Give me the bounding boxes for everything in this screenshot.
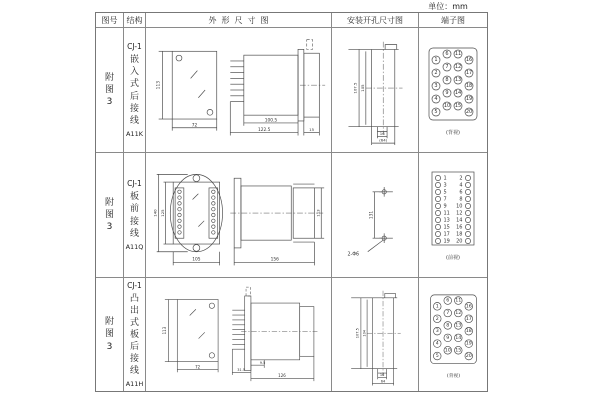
- structure-row2: 板前接线: [129, 192, 139, 239]
- dim-front-outer-height: 140: [152, 209, 158, 217]
- dim-front-height: 113: [156, 81, 162, 90]
- code-row1: A11K: [126, 129, 143, 138]
- svg-text:7: 7: [445, 64, 449, 71]
- svg-text:4: 4: [434, 96, 438, 103]
- structure-row3: 凸出式板后接线: [129, 293, 139, 377]
- dim-hole-spacing: 131: [369, 210, 375, 220]
- dim-side-height: 113: [314, 209, 320, 217]
- svg-text:14: 14: [456, 217, 463, 224]
- cell-row3-terminal: [419, 278, 487, 391]
- svg-text:10: 10: [444, 347, 451, 353]
- front-view: [162, 299, 218, 372]
- header-terminal: 端子图: [419, 13, 487, 28]
- svg-text:19: 19: [465, 96, 473, 103]
- svg-text:5: 5: [443, 189, 447, 196]
- svg-text:12: 12: [456, 210, 463, 217]
- side-view: [232, 287, 317, 381]
- header-mounting: 安装开孔尺寸图: [332, 13, 419, 28]
- outline-drawing-a11h: [156, 280, 321, 390]
- dim-front-inner-height: 125: [159, 209, 165, 217]
- mounting-drawing-a11h: [337, 280, 414, 390]
- svg-text:14: 14: [454, 335, 461, 341]
- svg-text:6: 6: [459, 189, 463, 196]
- svg-text:3: 3: [435, 328, 439, 334]
- terminal-drawing-a11k: [419, 40, 487, 140]
- outline-drawing-a11k: [149, 30, 329, 150]
- side-view: [230, 40, 325, 136]
- svg-text:4: 4: [459, 182, 463, 189]
- svg-text:20: 20: [456, 238, 463, 245]
- structure-row1: 嵌入式后接线: [129, 55, 139, 126]
- dim-hole-span: 64: [380, 378, 385, 383]
- cell-row1-mounting: [332, 28, 419, 153]
- terminal-pins: [433, 296, 472, 359]
- svg-text:6: 6: [445, 51, 449, 58]
- svg-text:19: 19: [465, 341, 472, 347]
- figure-label-row2: 附图3: [104, 197, 114, 233]
- cell-row1-terminal: [419, 28, 487, 153]
- cutout-view: [351, 290, 401, 385]
- header-outline: 外形尺寸图: [146, 13, 332, 28]
- svg-text:17: 17: [465, 316, 472, 322]
- cell-row2-mounting: [332, 153, 419, 278]
- svg-text:7: 7: [445, 310, 449, 316]
- svg-text:10: 10: [443, 103, 451, 110]
- unit-label: 单位：mm: [428, 2, 468, 11]
- code-row2: A11Q: [125, 242, 144, 251]
- label-holes: 2-Φ6: [347, 252, 360, 258]
- dim-notch-width: 16: [379, 130, 385, 136]
- terminal-caption-row3: (背视): [446, 373, 460, 379]
- model-row2: CJ-1: [127, 179, 142, 189]
- svg-text:5: 5: [435, 353, 439, 359]
- svg-text:6: 6: [445, 298, 449, 304]
- cell-row3-outline: [146, 278, 332, 391]
- svg-text:2: 2: [434, 70, 438, 77]
- svg-text:5: 5: [434, 109, 438, 116]
- svg-text:8: 8: [445, 77, 449, 84]
- header-structure: 结构: [124, 13, 146, 28]
- dim-inner-height: 105: [359, 84, 365, 92]
- cell-row3-figure: [96, 278, 124, 391]
- svg-text:10: 10: [456, 203, 463, 210]
- code-row3: A11H: [125, 380, 144, 389]
- svg-text:8: 8: [459, 196, 463, 203]
- model-row1: CJ-1: [127, 42, 142, 52]
- dim-front-width: 105: [191, 257, 201, 263]
- dim-front-height: 113: [161, 326, 167, 334]
- svg-text:16: 16: [465, 57, 473, 64]
- cell-row2-structure: [124, 153, 146, 278]
- svg-text:4: 4: [435, 341, 439, 347]
- hole-layout: [347, 187, 392, 258]
- dim-outer-height: 107.5: [355, 327, 360, 338]
- front-view: [155, 51, 216, 130]
- dim-flange: 15: [308, 127, 314, 133]
- terminal-pins: [432, 50, 473, 116]
- svg-text:12: 12: [454, 310, 461, 316]
- svg-text:9: 9: [443, 203, 447, 210]
- cutout-view: [348, 42, 402, 145]
- svg-text:15: 15: [443, 224, 450, 231]
- figure-label-row1: 附图3: [104, 72, 114, 108]
- svg-text:17: 17: [443, 231, 450, 238]
- front-view: [152, 174, 222, 265]
- side-view: [230, 178, 324, 265]
- dimension-table: [95, 12, 488, 392]
- svg-text:13: 13: [454, 77, 462, 84]
- terminal-caption-row1: (背视): [446, 130, 460, 136]
- dim-side-length: 156: [270, 257, 279, 263]
- svg-text:3: 3: [434, 83, 438, 90]
- svg-text:11: 11: [443, 210, 450, 217]
- svg-text:16: 16: [465, 303, 472, 309]
- svg-text:18: 18: [456, 231, 463, 238]
- svg-text:18: 18: [465, 328, 472, 334]
- svg-text:11: 11: [454, 51, 462, 58]
- dim-body-length: 100.5: [264, 118, 277, 124]
- svg-text:20: 20: [465, 109, 473, 116]
- svg-text:14: 14: [454, 90, 462, 97]
- dim-hole-span: (64): [379, 137, 388, 143]
- svg-text:8: 8: [445, 322, 449, 328]
- cell-row1-outline: [146, 28, 332, 153]
- cell-row1-structure: [124, 28, 146, 153]
- dim-front-width: 72: [195, 363, 201, 369]
- cell-row3-structure: [124, 278, 146, 391]
- terminal-drawing-a11h: [421, 287, 486, 383]
- terminal-pins: [435, 175, 470, 244]
- svg-text:3: 3: [443, 182, 447, 189]
- terminal-drawing-a11q: [419, 165, 487, 265]
- svg-text:9: 9: [445, 335, 449, 341]
- dim-inner-height: 104: [361, 329, 366, 337]
- dim-front-width: 72: [191, 123, 197, 129]
- dim-total-length: 122.5: [257, 128, 270, 134]
- cell-row1-figure: [96, 28, 124, 153]
- svg-text:1: 1: [443, 175, 447, 182]
- outline-drawing-a11q: [149, 155, 329, 275]
- dim-outer-height: 107.5: [352, 82, 358, 94]
- header-figure: 图号: [96, 13, 124, 28]
- figure-label-row3: 附图3: [104, 317, 114, 352]
- svg-text:9: 9: [445, 90, 449, 97]
- svg-text:12: 12: [454, 64, 462, 71]
- svg-text:13: 13: [443, 217, 450, 224]
- dim-plate-depth: 31.5: [237, 367, 246, 372]
- mounting-drawing-a11k: [333, 30, 417, 150]
- model-row3: CJ-1: [127, 280, 142, 290]
- svg-text:16: 16: [456, 224, 463, 231]
- mounting-drawing-a11q: [333, 155, 417, 275]
- svg-text:17: 17: [465, 70, 473, 77]
- svg-text:18: 18: [465, 83, 473, 90]
- svg-text:15: 15: [454, 347, 461, 353]
- cell-row2-terminal: [419, 153, 487, 278]
- svg-text:15: 15: [454, 103, 462, 110]
- svg-text:1: 1: [434, 57, 438, 64]
- svg-text:2: 2: [459, 175, 463, 182]
- dim-notch-width: 16: [379, 372, 384, 377]
- terminal-caption-row2: (前视): [446, 255, 460, 261]
- svg-text:11: 11: [454, 298, 461, 304]
- dim-fin-depth: 9.5: [259, 360, 266, 365]
- svg-text:1: 1: [435, 303, 439, 309]
- svg-text:7: 7: [443, 196, 447, 203]
- svg-text:20: 20: [465, 353, 472, 359]
- cell-row2-outline: [146, 153, 332, 278]
- svg-text:13: 13: [454, 322, 461, 328]
- cell-row2-figure: [96, 153, 124, 278]
- svg-text:2: 2: [435, 316, 439, 322]
- dim-body-length: 126: [278, 372, 286, 378]
- cell-row3-mounting: [332, 278, 419, 391]
- svg-text:19: 19: [443, 238, 450, 245]
